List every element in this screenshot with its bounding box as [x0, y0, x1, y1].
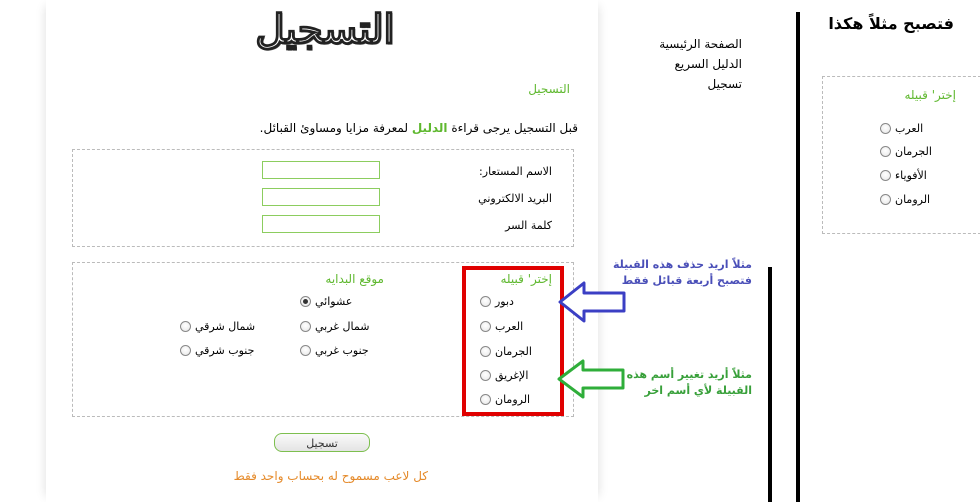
radio-icon[interactable]	[880, 146, 891, 157]
register-button[interactable]: تسجيل	[274, 433, 370, 452]
nav-home-link[interactable]: الصفحة الرئيسية	[659, 37, 742, 51]
guide-link[interactable]: الدليل	[411, 121, 448, 135]
start-option-label: جنوب شرقي	[195, 344, 255, 357]
radio-icon[interactable]	[300, 345, 311, 356]
password-label: كلمة السر	[505, 219, 552, 232]
radio-icon[interactable]	[880, 123, 891, 134]
nav-register-link[interactable]: تسجيل	[707, 77, 742, 91]
side-tribe-option-label: الأفوياء	[895, 169, 927, 182]
radio-icon[interactable]	[880, 170, 891, 181]
tribe-highlight-frame	[462, 266, 564, 416]
start-option-label: جنوب غربي	[315, 344, 369, 357]
start-option-random[interactable]	[300, 295, 382, 308]
footer-note: كل لاعب مسموح له بحساب واحد فقط	[233, 469, 428, 483]
vertical-divider-lower	[768, 267, 772, 502]
intro-before: قبل التسجيل يرجى قراءة	[447, 121, 578, 135]
email-input[interactable]	[262, 188, 380, 206]
radio-icon[interactable]	[180, 345, 191, 356]
section-heading: التسجيل	[528, 82, 570, 96]
note-line: القبيلة لأي أسم اخر	[644, 384, 752, 397]
start-option-label: عشوائي	[315, 295, 353, 308]
radio-icon[interactable]	[880, 194, 891, 205]
nav-quick-guide-link[interactable]: الدليل السريع	[674, 57, 742, 71]
password-input[interactable]	[262, 215, 380, 233]
tribe-option-label: دبور	[495, 295, 514, 308]
username-input[interactable]	[262, 161, 380, 179]
start-option-northwest[interactable]	[300, 320, 382, 333]
side-tribe-option-label: الرومان	[895, 193, 931, 206]
intro-after: لمعرفة مزايا ومساوئ القبائل.	[259, 121, 412, 135]
note-line: مثلاً أريد تغيير أسم هذه	[626, 368, 752, 381]
radio-checked-icon[interactable]	[300, 296, 311, 307]
side-tribe-option-1[interactable]	[880, 145, 956, 158]
note-line: فتصبح أربعة قبائل فقط	[621, 274, 752, 287]
tribe-option-label: الرومان	[495, 393, 531, 406]
side-tribe-option-0[interactable]	[880, 122, 956, 135]
main-panel	[46, 0, 598, 502]
side-tribe-option-3[interactable]	[880, 193, 956, 206]
email-label: البريد الالكتروني	[478, 192, 552, 205]
note-line: مثلاً اريد حذف هذه القبيلة	[612, 258, 752, 271]
tribe-group-title: إختر' قبيله	[500, 272, 552, 286]
intro-text	[238, 121, 578, 135]
side-tribe-option-label: العرب	[895, 122, 924, 135]
start-option-southeast[interactable]	[180, 344, 282, 357]
radio-icon[interactable]	[300, 321, 311, 332]
side-tribe-option-2[interactable]	[880, 169, 956, 182]
start-option-southwest[interactable]	[300, 344, 382, 357]
green-arrow-icon	[557, 358, 627, 400]
result-example-title: فتصبح مثلاً هكذا	[828, 14, 954, 33]
start-option-northeast[interactable]	[180, 320, 282, 333]
side-tribe-option-label: الجرمان	[895, 145, 932, 158]
delete-tribe-note	[590, 257, 752, 289]
username-label: الاسم المستعار:	[479, 165, 552, 178]
page-title: التسجيل	[255, 6, 395, 53]
start-option-label: شمال شرقي	[195, 320, 256, 333]
tribe-option-label: الجرمان	[495, 345, 532, 358]
rename-tribe-note	[620, 367, 752, 399]
radio-icon[interactable]	[180, 321, 191, 332]
tribe-option-label: الإغريق	[495, 369, 529, 382]
tribe-option-label: العرب	[495, 320, 524, 333]
start-option-label: شمال غربي	[315, 320, 370, 333]
start-group-title: موقع البدايه	[325, 272, 384, 286]
vertical-divider	[796, 12, 800, 502]
side-tribe-group-title: إختر' قبيله	[904, 88, 956, 102]
